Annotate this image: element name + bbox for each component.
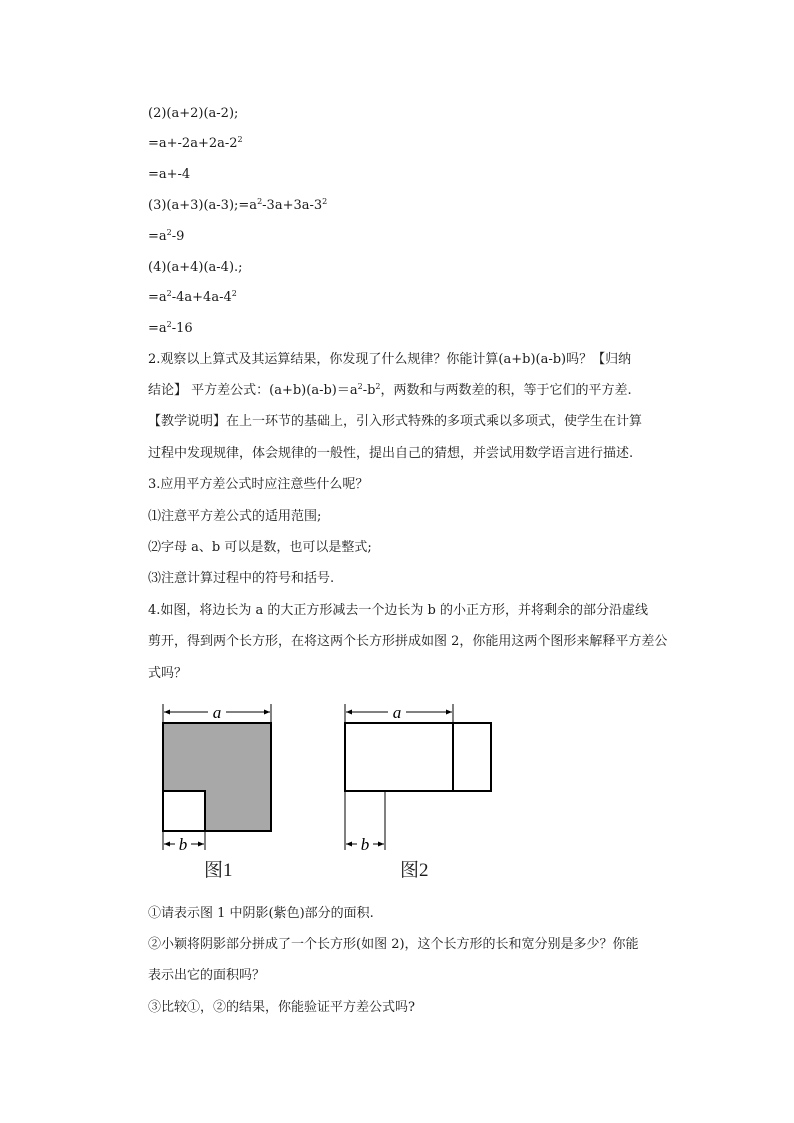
line-5: $=a^2-9$ — [148, 228, 185, 244]
figure-1-caption: 图1 — [204, 860, 233, 881]
fig1-small-square — [163, 791, 205, 831]
fig1-label-a: a — [212, 703, 222, 722]
line-18: 剪开，得到两个长方形，在将这两个长方形拼成如图 2，你能用这两个图形来解释平方差公 — [148, 634, 668, 649]
line-23: ③比较①，②的结果，你能验证平方差公式吗? — [148, 1000, 415, 1015]
line-20: ①请表示图 1 中阴影(紫色)部分的面积. — [148, 906, 374, 921]
figure-1 — [150, 698, 285, 858]
fig2-rect-left — [345, 723, 453, 791]
line-2: $=a+-2a+2a-2^2$ — [148, 135, 243, 151]
figure-2-caption: 图2 — [400, 860, 429, 881]
fig2-label-b: b — [360, 835, 370, 854]
line-10: 结论】 平方差公式：$(a+b)(a-b)=a^2-b^2$，两数和与两数差的积，等于它们的平方差. — [148, 382, 632, 398]
line-7: $=a^2-4a+4a-4^2$ — [148, 289, 237, 305]
line-12: 过程中发现规律，体会规律的一般性，提出自己的猜想，并尝试用数学语言进行描述. — [148, 446, 634, 461]
line-11: 【教学说明】在上一环节的基础上，引入形式特殊的多项式乘以多项式，使学生在计算 — [148, 414, 643, 429]
figure-2 — [335, 698, 500, 858]
fig2-label-a: a — [392, 703, 402, 722]
line-21: ②小颖将阴影部分拼成了一个长方形(如图 2)，这个长方形的长和宽分别是多少？你能 — [148, 937, 639, 952]
line-15: ⑵字母 a、b 可以是数，也可以是整式; — [148, 540, 372, 555]
line-3: =a+-4 — [148, 167, 191, 182]
fig2-rect-right — [453, 723, 491, 791]
line-14: ⑴注意平方差公式的适用范围; — [148, 509, 322, 524]
line-16: ⑶注意计算过程中的符号和括号. — [148, 571, 335, 586]
line-19: 式吗？ — [148, 666, 188, 681]
line-13: 3.应用平方差公式时应注意些什么呢？ — [148, 477, 369, 492]
line-4: $(3)(a+3)(a-3);=a^2-3a+3a-3^2$ — [148, 197, 328, 213]
line-22: 表示出它的面积吗？ — [148, 968, 266, 983]
fig1-label-b: b — [178, 835, 188, 854]
line-6: (4)(a+4)(a-4).; — [148, 260, 243, 275]
line-8: $=a^2-16$ — [148, 320, 193, 336]
line-9: 2.观察以上算式及其运算结果，你发现了什么规律？你能计算(a+b)(a-b)吗？【归纳 — [148, 352, 632, 367]
line-1: (2)(a+2)(a-2); — [148, 106, 239, 121]
line-17: 4.如图，将边长为 a 的大正方形减去一个边长为 b 的小正方形，并将剩余的部分沿虚线 — [148, 603, 649, 618]
